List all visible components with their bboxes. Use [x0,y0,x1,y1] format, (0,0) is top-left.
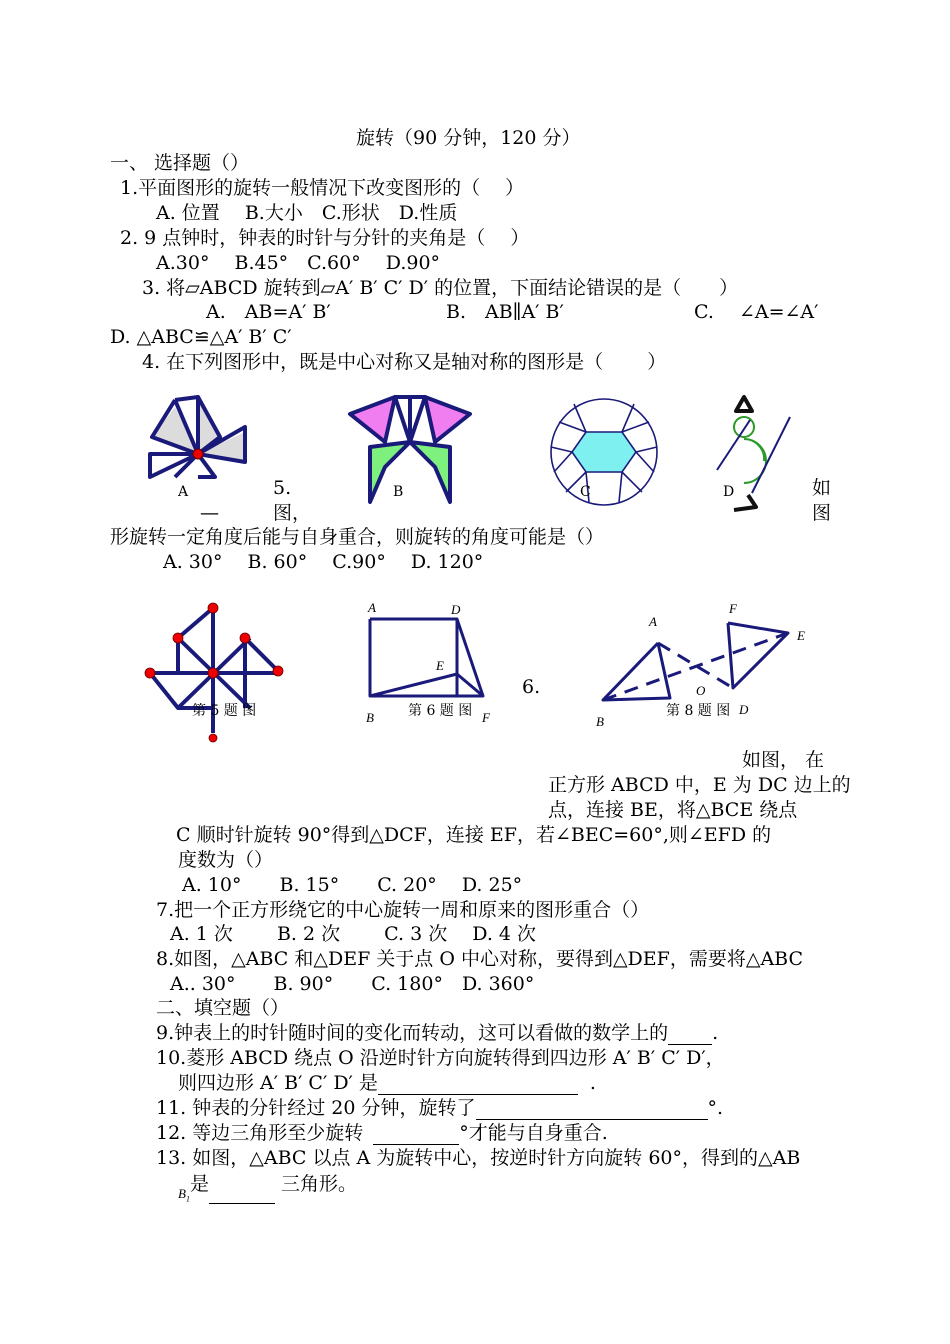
fig6 [365,614,490,699]
q9 [156,1021,718,1045]
q13-answer-blank[interactable] [209,1185,275,1204]
q5-stem: 形旋转一定角度后能与自身重合，则旋转的角度可能是（） [110,526,605,548]
q7-stem: 7.把一个正方形绕它的中心旋转一周和原来的图形重合（） [156,899,650,921]
q13-stem: 13. 如图，△ABC 以点 A 为旋转中心，按逆时针方向旋转 60°，得到的△AB [156,1147,801,1169]
fig6-label-b: B [366,710,374,725]
q10-line2 [178,1071,596,1095]
q5-tu2: 图， [273,502,312,524]
q8-stem: 8.如图，△ABC 和△DEF 关于点 O 中心对称，要得到△DEF，需要将△ABC [156,948,804,970]
fig8-label-a: A [649,614,657,629]
q3-option-c: C. ∠A=∠A′ [694,301,819,323]
q6-line5: 度数为（） [178,849,274,871]
page-title: 旋转（90 分钟，120 分） [356,127,581,149]
q10-line1: 10.菱形 ABCD 绕点 O 沿逆时针方向旋转得到四边形 A′ B′ C′ D′， [156,1047,725,1069]
q13-b1: B1 [178,1186,190,1204]
q4-figure-c [544,392,664,507]
fig6-label-d: D [451,602,461,617]
q6-line1: 如图， 在 [742,749,825,771]
q4-label-b: B [393,484,404,500]
q6-line2: 正方形 ABCD 中，E 为 DC 边上的 [548,774,851,796]
fig6-label-f: F [482,710,490,725]
q2-options: A.30° B.45° C.60° D.90° [156,252,441,274]
q4-label-c: C [580,484,591,500]
q9-end: . [712,1022,719,1044]
q11-end: °. [707,1097,724,1119]
q13-tail: 三角形。 [274,1173,358,1195]
q6-options: A. 10° B. 15° C. 20° D. 25° [182,874,523,896]
fig5-caption: 第 5 题 图 [192,703,257,719]
fig6-label-a: A [368,600,376,615]
q4-label-a: A [178,484,189,500]
q4-figure-a [140,392,255,487]
q5-ru: 如 [812,477,832,499]
section-heading-choice: 一、 选择题（） [110,152,250,174]
q4-label-d: D [723,484,735,500]
fig8-label-b: B [596,714,604,729]
q12 [156,1121,608,1145]
q9-answer-blank[interactable] [668,1026,712,1045]
q4-figure-b [345,392,475,507]
fig6-caption: 第 6 题 图 [408,703,473,719]
q3-stem: 3. 将▱ABCD 旋转到▱A′ B′ C′ D′ 的位置，下面结论错误的是（ ） [142,277,739,299]
q5-number: 5. [273,477,292,499]
q12-end: °才能与自身重合. [459,1122,608,1144]
q6-line3: 点，连接 BE，将△BCE 绕点 [548,799,798,821]
q12-answer-blank[interactable] [373,1126,459,1145]
q5-dash: — [200,502,219,524]
q11-answer-blank[interactable] [476,1101,708,1120]
q5-tu: 图 [812,502,832,524]
q4-stem: 4. 在下列图形中，既是中心对称又是轴对称的图形是（ ） [142,351,667,373]
fig8-label-e: E [797,628,805,643]
q5-options: A. 30° B. 60° C.90° D. 120° [163,551,484,573]
q10-end: . [589,1072,596,1094]
q10-answer-blank[interactable] [378,1076,578,1095]
fig8-label-f: F [729,601,737,616]
q12-stem: 12. 等边三角形至少旋转 [156,1122,364,1144]
fig6-label-e: E [436,658,444,673]
fig8-label-o: O [696,683,706,698]
q1-stem: 1.平面图形的旋转一般情况下改变图形的（ ） [120,177,525,199]
q8-options: A.. 30° B. 90° C. 180° D. 360° [170,973,535,995]
section-heading-fill: 二、填空题（） [156,997,290,1019]
q3-option-d: D. △ABC≌△A′ B′ C′ [110,326,292,348]
q3-option-a: A. AB=A′ B′ [206,301,331,323]
q1-options: A. 位置 B.大小 C.形状 D.性质 [156,202,458,224]
q13-line2 [178,1172,357,1204]
q6-line4: C 顺时针旋转 90°得到△DCF，连接 EF，若∠BEC=60°,则∠EFD 的 [176,824,772,846]
fig8-label-d: D [739,702,749,717]
q6-number: 6. [522,676,541,698]
q7-options: A. 1 次 B. 2 次 C. 3 次 D. 4 次 [170,923,537,945]
q11 [156,1096,723,1120]
q3-option-b: B. AB∥A′ B′ [446,301,564,323]
fig8-caption: 第 8 题 图 [666,703,731,719]
q11-stem: 11. 钟表的分针经过 20 分钟，旋转了 [156,1097,476,1119]
q9-stem: 9.钟表上的时针随时间的变化而转动，这可以看做的数学上的 [156,1022,669,1044]
q10-stem: 则四边形 A′ B′ C′ D′ 是 [178,1072,378,1094]
q2-stem: 2. 9 点钟时，钟表的时针与分针的夹角是（ ） [120,227,530,249]
q13-shi: 是 [189,1173,209,1195]
